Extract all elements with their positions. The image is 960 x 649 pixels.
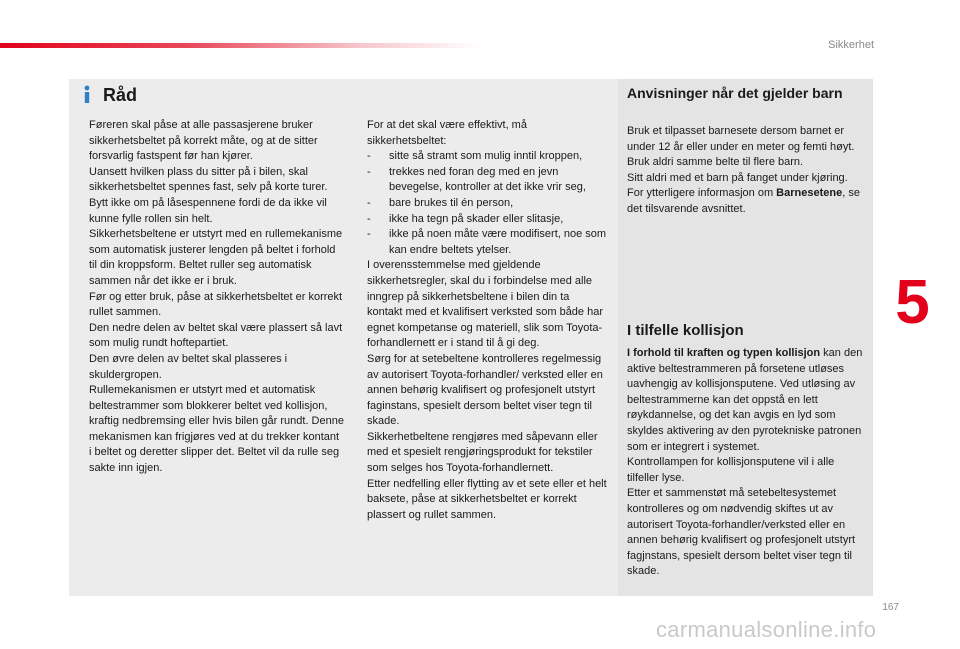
- list-marker: -: [367, 228, 371, 241]
- collision-first-paragraph: I forhold til kraften og typen kollisjon kan den aktive beltestrammeren på forsetene utløses uavhengig av kollisjonsputene. Ved utløsing av beltestrammerne kan det oppstå en lett røykdannelse, og det kan avgis en lyd som skyldes aktivering av den pyrotekniske patronen som er integrert i systemet.: [627, 347, 863, 453]
- header-accent-bar: [0, 43, 480, 48]
- advice-paragraph: Den nedre delen av beltet skal være plassert så lavt som mulig rundt hoftepartiet.: [89, 321, 343, 350]
- advice-intro: For at det skal være effektivt, må sikkerhetsbeltet:: [367, 119, 527, 147]
- advice-paragraph: Bytt ikke om på låsespennene fordi de da ikke vil kunne fylle rollen sin helt.: [89, 196, 327, 225]
- children-paragraph: Sitt aldri med et barn på fanget under kjøring.: [627, 171, 848, 184]
- list-item-text: trekkes ned foran deg med en jevn bevegelse, kontroller at det ikke vrir seg,: [389, 165, 586, 194]
- list-marker: -: [367, 150, 371, 163]
- advice-paragraph: Sikkerhetbeltene rengjøres med såpevann eller med et spesielt rengjøringsprodukt for tekstiler som selges hos Toyota-forhandlernett.: [367, 430, 598, 475]
- advice-paragraph: Den øvre delen av beltet skal plasseres i skuldergropen.: [89, 352, 288, 381]
- advice-paragraph: Sørg for at setebeltene kontrolleres regelmessig av autorisert Toyota-forhandler/ verksted eller en annen behørig kvalifisert og profesjonelt utstyrt faginstans, spesielt dersom beltet viser tegn til skade.: [367, 352, 603, 428]
- collision-paragraph: Etter et sammenstøt må setebeltesystemet kontrolleres og om nødvendig skiftes ut av autorisert Toyota-forhandler/verksted eller en annen behørig kvalifisert og profesjonelt utstyrt fagjnstans, spesielt dersom beltet viser tegn til skade.: [627, 487, 856, 578]
- children-paragraph: Bruk et tilpasset barnesete dersom barnet er under 12 år eller under en meter og femti høyt.: [627, 125, 855, 153]
- list-item: [367, 227, 607, 258]
- info-icon: [77, 84, 97, 104]
- page-number: 167: [882, 602, 899, 613]
- collision-text: [627, 346, 869, 580]
- list-marker: -: [367, 196, 371, 209]
- advice-paragraph: Uansett hvilken plass du sitter på i bilen, skal sikkerhetsbeltet spennes fast, selv på korte turer.: [89, 165, 328, 194]
- list-marker: -: [367, 165, 371, 178]
- advice-column-2: [367, 118, 607, 523]
- watermark: carmanualsonline.info: [656, 617, 877, 642]
- advice-paragraph: Sikkerhetsbeltene er utstyrt med en rullemekanisme som automatisk justerer lengden på beltet i forhold til din kroppsform. Beltet ruller seg automatisk sammen når det ikke er i bruk.: [89, 228, 343, 287]
- section-title: Sikkerhet: [828, 39, 874, 51]
- list-item: [367, 149, 607, 165]
- list-item: [367, 212, 607, 228]
- children-paragraph: Bruk aldri samme belte til flere barn.: [627, 156, 804, 169]
- children-heading: Anvisninger når det gjelder barn: [627, 85, 843, 101]
- collision-heading: I tilfelle kollisjon: [627, 322, 744, 339]
- children-reference: For ytterligere informasjon om Barnesetene, se det tilsvarende avsnittet.: [627, 187, 860, 215]
- children-text: [627, 124, 869, 218]
- list-item-text: ikke på noen måte være modifisert, noe som kan endre beltets ytelser.: [389, 228, 607, 256]
- list-item-text: bare brukes til én person,: [389, 196, 514, 209]
- list-item: [367, 165, 607, 196]
- advice-column-2-rest: [367, 258, 607, 523]
- advice-paragraph: Rullemekanismen er utstyrt med et automatisk beltestrammer som blokkerer beltet ved kollisjon, kraftig nedbremsing eller hvis bilen går rundt. Denne mekanismen kan frigjøres ved at du trekker kontant i beltet og deretter slipper det. Beltet vil da rulle seg sakte inn igjen.: [89, 384, 344, 475]
- advice-paragraph: Før og etter bruk, påse at sikkerhetsbeltet er korrekt rullet sammen.: [89, 290, 343, 319]
- collision-paragraph: Kontrollampen for kollisjonsputene vil i alle tilfeller lyse.: [627, 456, 835, 484]
- list-item-text: ikke ha tegn på skader eller slitasje,: [389, 212, 564, 225]
- list-item: [367, 196, 607, 212]
- list-item-text: sitte så stramt som mulig inntil kroppen,: [389, 150, 583, 163]
- belt-requirements-list: [367, 149, 607, 258]
- advice-paragraph: Føreren skal påse at alle passasjerene bruker sikkerhetsbeltet på korrekt måte, og at de sitter forsvarlig fastspent før han kjører.: [89, 119, 318, 163]
- advice-column-1: [89, 118, 344, 477]
- list-marker: -: [367, 212, 371, 225]
- advice-paragraph: I overensstemmelse med gjeldende sikkerhetsregler, skal du i forbindelse med alle inngrep på sikkerhetsbeltene i bilen din ta kontakt med et kvalifisert verksted som både har egnet kompetanse og materiell, slik som Toyota-forhandlernett er i stand til å gi deg.: [367, 259, 603, 350]
- chapter-number: 5: [895, 268, 930, 337]
- advice-heading: Råd: [103, 85, 138, 105]
- advice-paragraph: Etter nedfelling eller flytting av et sete eller et helt baksete, påse at sikkerhetsbeltet er korrekt plassert og rullet sammen.: [367, 477, 607, 521]
